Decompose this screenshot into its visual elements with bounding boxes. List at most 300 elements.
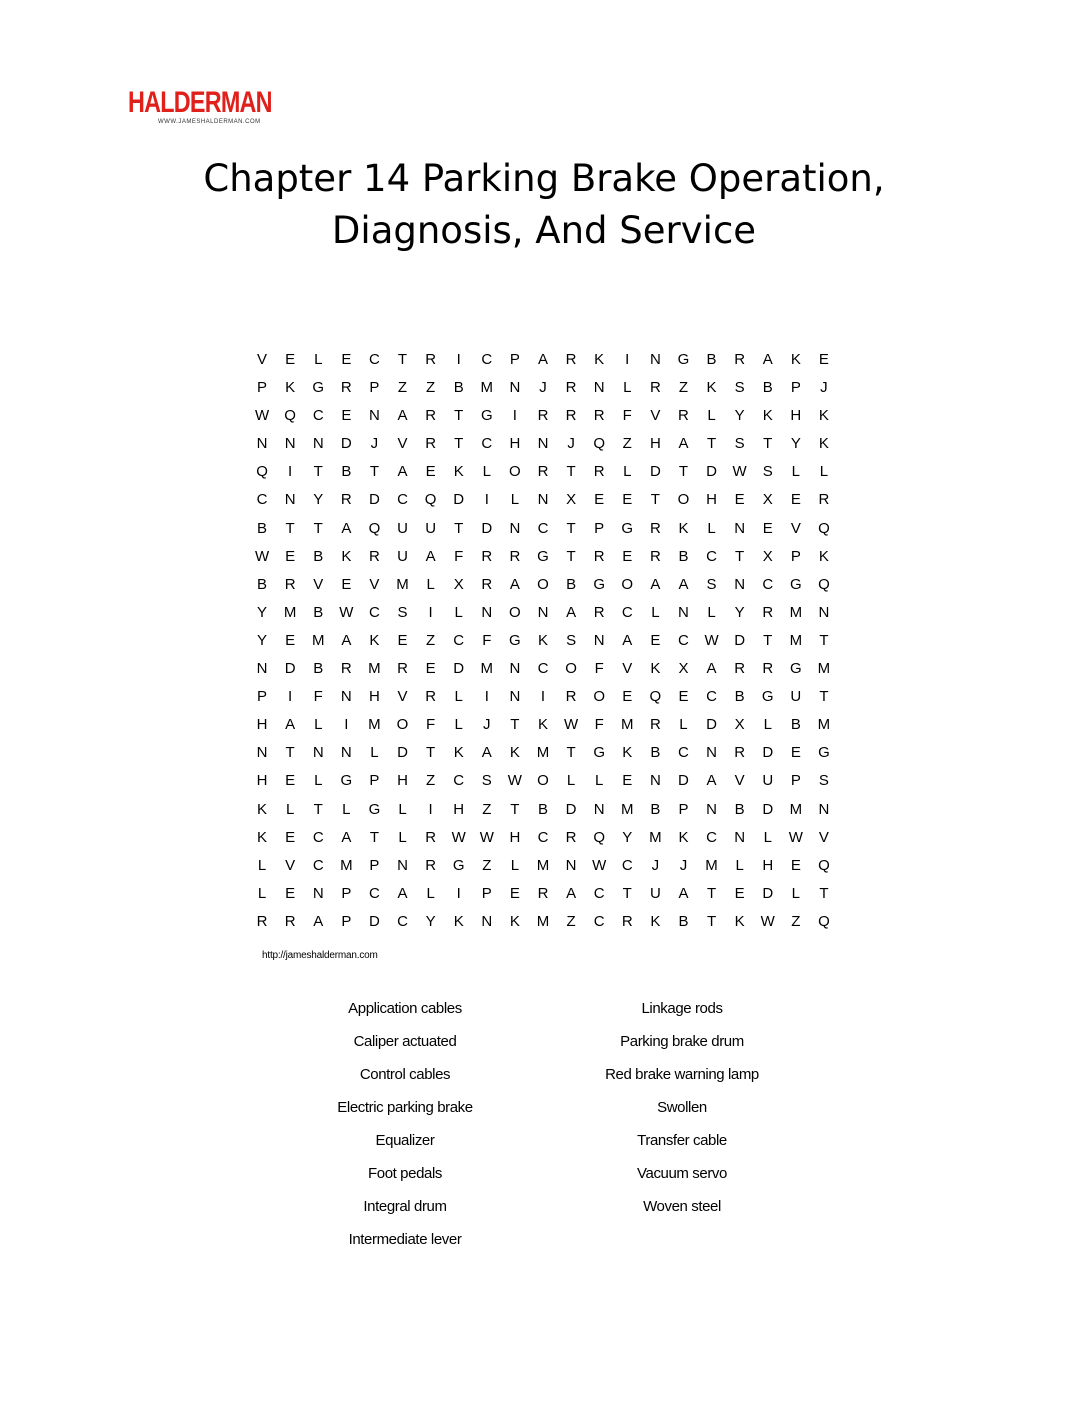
grid-letter[interactable]: K <box>762 407 773 425</box>
grid-letter[interactable]: M <box>368 660 381 678</box>
grid-letter[interactable]: A <box>706 660 717 678</box>
grid-letter[interactable]: Q <box>593 828 605 846</box>
grid-letter[interactable]: Y <box>425 912 436 930</box>
grid-letter[interactable]: T <box>819 631 829 649</box>
grid-letter[interactable]: C <box>537 519 549 537</box>
grid-letter[interactable]: Z <box>566 912 576 930</box>
grid-letter[interactable]: L <box>623 379 632 397</box>
grid-letter[interactable]: Y <box>257 603 268 621</box>
grid-letter[interactable]: U <box>762 772 774 790</box>
grid-letter[interactable]: I <box>456 884 461 902</box>
grid-letter[interactable]: T <box>510 716 520 734</box>
grid-letter[interactable]: R <box>678 407 689 425</box>
grid-letter[interactable]: A <box>706 772 717 790</box>
grid-letter[interactable]: I <box>428 800 433 818</box>
grid-letter[interactable]: T <box>454 407 464 425</box>
grid-letter[interactable]: N <box>509 519 521 537</box>
grid-letter[interactable]: E <box>285 828 296 846</box>
grid-letter[interactable]: N <box>734 519 746 537</box>
grid-letter[interactable]: R <box>340 379 352 397</box>
grid-letter[interactable]: P <box>257 688 268 706</box>
grid-letter[interactable]: H <box>649 435 661 453</box>
grid-letter[interactable]: M <box>817 716 831 734</box>
grid-letter[interactable]: R <box>425 856 437 874</box>
grid-letter[interactable]: L <box>370 744 379 762</box>
grid-letter[interactable]: L <box>510 491 520 509</box>
grid-letter[interactable]: W <box>254 547 270 565</box>
grid-letter[interactable]: V <box>734 772 745 790</box>
grid-letter[interactable]: C <box>593 912 605 930</box>
grid-letter[interactable]: B <box>706 351 717 368</box>
grid-letter[interactable]: R <box>593 603 605 621</box>
grid-letter[interactable]: Y <box>257 631 268 649</box>
grid-letter[interactable]: O <box>509 603 521 621</box>
grid-letter[interactable]: E <box>678 688 689 706</box>
grid-letter[interactable]: Z <box>482 856 492 874</box>
grid-letter[interactable]: Y <box>790 435 801 453</box>
grid-letter[interactable]: G <box>509 631 521 649</box>
grid-letter[interactable]: T <box>454 519 464 537</box>
grid-letter[interactable]: Q <box>818 519 830 537</box>
grid-letter[interactable]: R <box>425 828 437 846</box>
grid-letter[interactable]: N <box>537 603 549 621</box>
grid-letter[interactable]: C <box>537 828 549 846</box>
grid-letter[interactable]: E <box>341 575 352 593</box>
grid-letter[interactable]: C <box>678 631 689 649</box>
grid-letter[interactable]: E <box>818 351 829 368</box>
grid-letter[interactable]: J <box>820 379 828 397</box>
grid-letter[interactable]: R <box>762 660 774 678</box>
grid-letter[interactable]: R <box>734 660 746 678</box>
grid-letter[interactable]: A <box>566 884 577 902</box>
grid-letter[interactable]: B <box>790 716 801 734</box>
grid-letter[interactable]: M <box>480 660 494 678</box>
grid-letter[interactable]: K <box>734 912 745 930</box>
grid-letter[interactable]: A <box>285 716 296 734</box>
grid-letter[interactable]: R <box>481 547 493 565</box>
grid-letter[interactable]: Q <box>593 435 605 453</box>
grid-letter[interactable]: M <box>789 603 803 621</box>
grid-letter[interactable]: S <box>397 603 408 621</box>
grid-letter[interactable]: A <box>313 912 324 930</box>
grid-letter[interactable]: T <box>369 828 379 846</box>
grid-letter[interactable]: D <box>706 463 717 481</box>
grid-letter[interactable]: R <box>284 912 296 930</box>
grid-letter[interactable]: T <box>510 800 520 818</box>
grid-letter[interactable]: R <box>481 575 493 593</box>
grid-letter[interactable]: D <box>649 463 661 481</box>
grid-letter[interactable]: I <box>484 688 489 706</box>
grid-letter[interactable]: H <box>256 716 268 734</box>
grid-letter[interactable]: E <box>622 547 633 565</box>
grid-letter[interactable]: B <box>734 800 745 818</box>
grid-letter[interactable]: Q <box>256 463 268 481</box>
grid-letter[interactable]: N <box>593 631 605 649</box>
grid-letter[interactable]: Q <box>818 856 830 874</box>
grid-letter[interactable]: C <box>678 744 689 762</box>
grid-letter[interactable]: N <box>734 828 746 846</box>
grid-letter[interactable]: E <box>650 631 661 649</box>
grid-letter[interactable]: N <box>649 351 661 368</box>
grid-letter[interactable]: P <box>257 379 268 397</box>
grid-letter[interactable]: G <box>312 379 325 397</box>
grid-letter[interactable]: P <box>790 379 801 397</box>
grid-letter[interactable]: X <box>453 575 464 593</box>
grid-letter[interactable]: K <box>537 716 548 734</box>
grid-letter[interactable]: F <box>426 716 436 734</box>
grid-letter[interactable]: N <box>509 688 521 706</box>
grid-letter[interactable]: A <box>762 351 773 368</box>
grid-letter[interactable]: C <box>256 491 268 509</box>
grid-letter[interactable]: T <box>763 631 773 649</box>
grid-letter[interactable]: R <box>425 351 437 368</box>
grid-letter[interactable]: I <box>625 351 630 368</box>
grid-letter[interactable]: U <box>649 884 661 902</box>
grid-letter[interactable]: B <box>734 688 745 706</box>
grid-letter[interactable]: H <box>369 688 380 706</box>
grid-letter[interactable]: Q <box>424 491 437 509</box>
grid-letter[interactable]: U <box>425 519 437 537</box>
grid-letter[interactable]: P <box>341 912 352 930</box>
grid-letter[interactable]: Z <box>482 800 492 818</box>
grid-letter[interactable]: M <box>789 800 803 818</box>
grid-letter[interactable]: V <box>650 407 661 425</box>
grid-letter[interactable]: K <box>818 435 829 453</box>
grid-letter[interactable]: O <box>565 660 577 678</box>
grid-letter[interactable]: K <box>285 379 296 397</box>
grid-letter[interactable]: O <box>621 575 634 593</box>
grid-letter[interactable]: V <box>313 575 324 593</box>
grid-letter[interactable]: G <box>368 800 381 818</box>
grid-letter[interactable]: U <box>397 547 408 565</box>
grid-letter[interactable]: V <box>257 351 268 368</box>
grid-letter[interactable]: X <box>734 716 745 734</box>
grid-letter[interactable]: X <box>566 491 577 509</box>
grid-letter[interactable]: A <box>341 828 352 846</box>
grid-letter[interactable]: C <box>481 351 493 368</box>
grid-letter[interactable]: K <box>341 547 352 565</box>
grid-letter[interactable]: N <box>565 856 577 874</box>
grid-letter[interactable]: W <box>451 828 466 846</box>
grid-letter[interactable]: C <box>537 660 549 678</box>
grid-letter[interactable]: M <box>283 603 297 621</box>
grid-letter[interactable]: L <box>735 856 744 874</box>
grid-letter[interactable]: F <box>313 688 323 706</box>
grid-letter[interactable]: R <box>818 491 830 509</box>
grid-letter[interactable]: D <box>453 491 465 509</box>
grid-letter[interactable]: B <box>341 463 352 481</box>
grid-letter[interactable]: K <box>594 351 605 368</box>
grid-letter[interactable]: G <box>789 575 802 593</box>
grid-letter[interactable]: C <box>453 772 465 790</box>
grid-letter[interactable]: P <box>341 884 352 902</box>
grid-letter[interactable]: Q <box>818 575 830 593</box>
grid-letter[interactable]: E <box>285 631 296 649</box>
grid-letter[interactable]: W <box>760 912 775 930</box>
grid-letter[interactable]: J <box>651 856 660 874</box>
grid-letter[interactable]: L <box>679 716 688 734</box>
grid-letter[interactable]: L <box>763 828 772 846</box>
grid-letter[interactable]: F <box>482 631 492 649</box>
grid-letter[interactable]: T <box>426 744 436 762</box>
grid-letter[interactable]: W <box>788 828 803 846</box>
grid-letter[interactable]: A <box>678 435 689 453</box>
grid-letter[interactable]: R <box>593 407 605 425</box>
grid-letter[interactable]: N <box>537 491 549 509</box>
grid-letter[interactable]: N <box>256 744 268 762</box>
grid-letter[interactable]: F <box>454 547 464 565</box>
grid-letter[interactable]: S <box>481 772 492 790</box>
grid-letter[interactable]: E <box>622 491 633 509</box>
grid-letter[interactable]: R <box>340 491 352 509</box>
grid-letter[interactable]: B <box>678 547 689 565</box>
grid-letter[interactable]: T <box>566 463 576 481</box>
grid-letter[interactable]: H <box>509 435 521 453</box>
grid-letter[interactable]: B <box>537 800 548 818</box>
grid-letter[interactable]: I <box>540 688 546 706</box>
grid-letter[interactable]: Z <box>426 772 436 790</box>
grid-letter[interactable]: N <box>537 435 549 453</box>
grid-letter[interactable]: L <box>623 463 632 481</box>
grid-letter[interactable]: L <box>763 716 772 734</box>
grid-letter[interactable]: O <box>537 575 549 593</box>
grid-letter[interactable]: K <box>257 800 268 818</box>
grid-letter[interactable]: U <box>397 519 408 537</box>
grid-letter[interactable]: Z <box>791 912 801 930</box>
grid-letter[interactable]: N <box>397 856 408 874</box>
grid-letter[interactable]: K <box>678 519 689 537</box>
grid-letter[interactable]: T <box>566 744 576 762</box>
grid-letter[interactable]: W <box>507 772 522 790</box>
grid-letter[interactable]: Y <box>313 491 324 509</box>
grid-letter[interactable]: T <box>735 547 745 565</box>
grid-letter[interactable]: L <box>791 884 800 902</box>
grid-letter[interactable]: N <box>706 800 717 818</box>
grid-letter[interactable]: D <box>565 800 577 818</box>
grid-letter[interactable]: E <box>285 351 296 368</box>
grid-letter[interactable]: B <box>650 744 661 762</box>
grid-letter[interactable]: P <box>481 884 492 902</box>
grid-letter[interactable]: R <box>762 603 774 621</box>
grid-letter[interactable]: E <box>509 884 520 902</box>
grid-letter[interactable]: B <box>678 912 689 930</box>
grid-letter[interactable]: T <box>622 884 632 902</box>
grid-letter[interactable]: L <box>257 856 267 874</box>
grid-letter[interactable]: V <box>369 575 380 593</box>
grid-letter[interactable]: E <box>622 772 633 790</box>
grid-letter[interactable]: C <box>762 575 774 593</box>
grid-letter[interactable]: R <box>397 660 408 678</box>
grid-letter[interactable]: N <box>256 660 268 678</box>
grid-letter[interactable]: B <box>313 547 324 565</box>
grid-letter[interactable]: D <box>481 519 493 537</box>
grid-letter[interactable]: B <box>453 379 464 397</box>
grid-letter[interactable]: O <box>677 491 690 509</box>
grid-letter[interactable]: V <box>622 660 633 678</box>
grid-letter[interactable]: P <box>594 519 605 537</box>
grid-letter[interactable]: P <box>369 856 380 874</box>
grid-letter[interactable]: J <box>539 379 547 397</box>
grid-letter[interactable]: C <box>397 491 408 509</box>
grid-letter[interactable]: D <box>678 772 689 790</box>
grid-letter[interactable]: L <box>398 828 407 846</box>
grid-letter[interactable]: D <box>397 744 408 762</box>
grid-letter[interactable]: A <box>537 351 548 368</box>
grid-letter[interactable]: C <box>621 856 633 874</box>
grid-letter[interactable]: X <box>678 660 689 678</box>
grid-letter[interactable]: O <box>396 716 409 734</box>
grid-letter[interactable]: C <box>706 828 717 846</box>
grid-letter[interactable]: K <box>706 379 717 397</box>
grid-letter[interactable]: L <box>566 772 576 790</box>
grid-letter[interactable]: X <box>762 547 773 565</box>
grid-letter[interactable]: E <box>341 407 352 425</box>
grid-letter[interactable]: B <box>257 519 268 537</box>
grid-letter[interactable]: B <box>257 575 268 593</box>
grid-letter[interactable]: R <box>537 884 549 902</box>
grid-letter[interactable]: E <box>622 688 633 706</box>
grid-letter[interactable]: W <box>563 716 579 734</box>
grid-letter[interactable]: D <box>762 800 774 818</box>
grid-letter[interactable]: E <box>341 351 352 368</box>
grid-letter[interactable]: M <box>480 379 494 397</box>
grid-letter[interactable]: S <box>706 575 717 593</box>
grid-letter[interactable]: K <box>453 463 464 481</box>
grid-letter[interactable]: R <box>509 547 521 565</box>
grid-letter[interactable]: L <box>342 800 351 818</box>
grid-letter[interactable]: G <box>818 744 830 762</box>
grid-letter[interactable]: K <box>678 828 689 846</box>
grid-letter[interactable]: T <box>566 519 576 537</box>
grid-letter[interactable]: R <box>565 351 577 368</box>
grid-letter[interactable]: L <box>595 772 604 790</box>
grid-letter[interactable]: E <box>285 772 296 790</box>
grid-letter[interactable]: N <box>369 407 380 425</box>
grid-letter[interactable]: N <box>312 435 324 453</box>
grid-letter[interactable]: P <box>509 351 520 368</box>
grid-letter[interactable]: N <box>481 912 493 930</box>
grid-letter[interactable]: B <box>650 800 661 818</box>
grid-letter[interactable]: Z <box>678 379 689 397</box>
grid-letter[interactable]: T <box>397 351 408 368</box>
grid-letter[interactable]: P <box>369 379 380 397</box>
grid-letter[interactable]: R <box>425 688 437 706</box>
grid-letter[interactable]: R <box>649 547 661 565</box>
grid-letter[interactable]: M <box>705 856 718 874</box>
grid-letter[interactable]: G <box>621 519 634 537</box>
grid-letter[interactable]: L <box>454 603 463 621</box>
grid-letter[interactable]: M <box>536 856 550 874</box>
grid-letter[interactable]: K <box>818 407 829 425</box>
grid-letter[interactable]: R <box>565 407 577 425</box>
grid-letter[interactable]: A <box>397 884 408 902</box>
grid-letter[interactable]: L <box>651 603 660 621</box>
grid-letter[interactable]: Q <box>818 912 830 930</box>
grid-letter[interactable]: V <box>818 828 829 846</box>
grid-letter[interactable]: J <box>567 435 575 453</box>
grid-letter[interactable]: G <box>677 351 690 368</box>
grid-letter[interactable]: G <box>761 688 774 706</box>
grid-letter[interactable]: I <box>456 351 461 368</box>
grid-letter[interactable]: L <box>426 575 435 593</box>
grid-letter[interactable]: E <box>425 463 436 481</box>
grid-letter[interactable]: T <box>313 519 323 537</box>
grid-letter[interactable]: R <box>537 463 549 481</box>
grid-letter[interactable]: L <box>257 884 267 902</box>
grid-letter[interactable]: L <box>285 800 295 818</box>
grid-letter[interactable]: V <box>397 688 408 706</box>
grid-letter[interactable]: F <box>594 660 604 678</box>
grid-letter[interactable]: Y <box>622 828 633 846</box>
grid-letter[interactable]: A <box>481 744 492 762</box>
grid-letter[interactable]: L <box>454 716 463 734</box>
grid-letter[interactable]: C <box>369 884 380 902</box>
grid-letter[interactable]: Y <box>734 407 745 425</box>
grid-letter[interactable]: E <box>734 491 745 509</box>
grid-letter[interactable]: I <box>428 603 433 621</box>
grid-letter[interactable]: V <box>397 435 408 453</box>
grid-letter[interactable]: T <box>566 547 576 565</box>
grid-letter[interactable]: T <box>763 435 773 453</box>
grid-letter[interactable]: C <box>397 912 408 930</box>
grid-letter[interactable]: Z <box>622 435 632 453</box>
grid-letter[interactable]: N <box>509 660 521 678</box>
grid-letter[interactable]: T <box>706 435 717 453</box>
grid-letter[interactable]: C <box>706 688 717 706</box>
grid-letter[interactable]: B <box>566 575 577 593</box>
grid-letter[interactable]: I <box>512 407 517 425</box>
grid-letter[interactable]: Q <box>368 519 381 537</box>
grid-letter[interactable]: L <box>314 772 323 790</box>
grid-letter[interactable]: S <box>566 631 577 649</box>
grid-letter[interactable]: A <box>397 463 408 481</box>
grid-letter[interactable]: Z <box>426 631 436 649</box>
grid-letter[interactable]: A <box>397 407 408 425</box>
grid-letter[interactable]: K <box>369 631 380 649</box>
grid-letter[interactable]: M <box>536 912 550 930</box>
grid-letter[interactable]: B <box>313 603 324 621</box>
grid-letter[interactable]: T <box>313 463 323 481</box>
grid-letter[interactable]: V <box>285 856 296 874</box>
grid-letter[interactable]: F <box>594 716 604 734</box>
grid-letter[interactable]: M <box>621 716 634 734</box>
grid-letter[interactable]: N <box>312 744 324 762</box>
grid-letter[interactable]: T <box>454 435 464 453</box>
grid-letter[interactable]: U <box>790 688 802 706</box>
grid-letter[interactable]: W <box>339 603 354 621</box>
grid-letter[interactable]: W <box>592 856 607 874</box>
grid-letter[interactable]: E <box>425 660 436 678</box>
grid-letter[interactable]: C <box>312 828 324 846</box>
grid-letter[interactable]: N <box>256 435 268 453</box>
grid-letter[interactable]: R <box>649 716 661 734</box>
grid-letter[interactable]: F <box>622 407 632 425</box>
grid-letter[interactable]: N <box>340 688 352 706</box>
grid-letter[interactable]: E <box>285 547 296 565</box>
grid-letter[interactable]: C <box>621 603 633 621</box>
grid-letter[interactable]: A <box>566 603 577 621</box>
grid-letter[interactable]: D <box>369 491 380 509</box>
grid-letter[interactable]: X <box>762 491 773 509</box>
grid-letter[interactable]: N <box>509 379 521 397</box>
grid-letter[interactable]: L <box>791 463 800 481</box>
grid-letter[interactable]: E <box>790 744 801 762</box>
grid-letter[interactable]: S <box>818 772 829 790</box>
grid-letter[interactable]: J <box>370 435 379 453</box>
grid-letter[interactable]: I <box>344 716 349 734</box>
grid-letter[interactable]: E <box>594 491 605 509</box>
grid-letter[interactable]: Q <box>649 688 662 706</box>
